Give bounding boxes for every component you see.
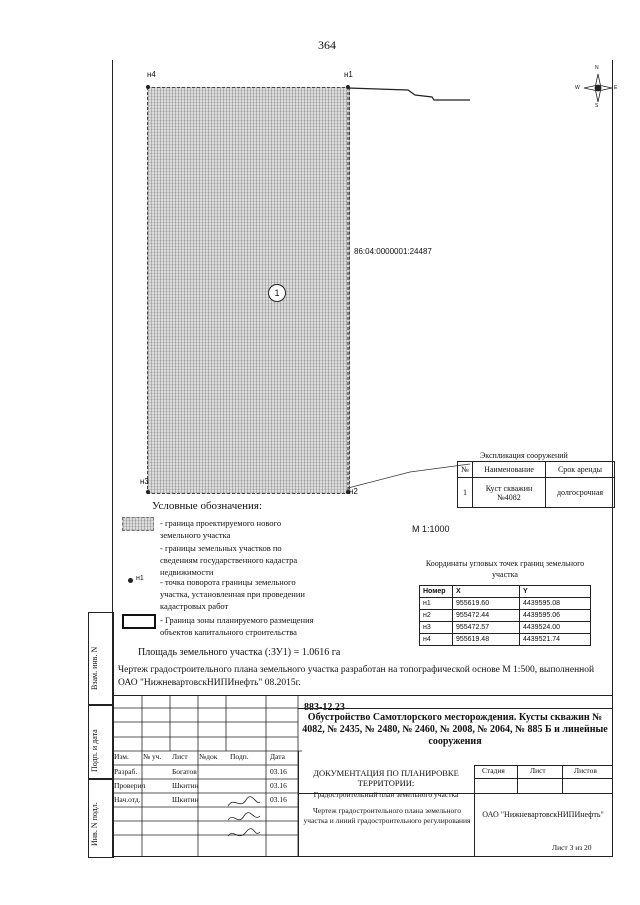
legend-point-icon: [128, 578, 133, 583]
boundary-lines: [140, 78, 470, 498]
doc-subtitle: Градостроительный план земельного участка: [313, 790, 459, 799]
staff-name: Шкитин: [172, 781, 199, 790]
staff-date: 03.16: [270, 767, 287, 776]
point-label-n4: н4: [147, 70, 156, 79]
point-label-n2: н2: [349, 487, 358, 496]
page-number: 364: [318, 38, 336, 52]
title-block: Изм. № уч. Лист №док Подп. Дата Разраб. Богатов 03.16 Проверил Шкитин 03.16 Нач.отд. Шкитин 03.16 Обустройство Самотлорского месторождения. Кусты скважин № 4082, № 2435, № 2480, № 2460, № 2008, № 2064, № 885 Б и линейные сооружения ДОКУМЕНТАЦИЯ ПО ПЛАНИРОВКЕ ТЕРРИТОРИИ: Градостроительный план земельного участка Чертеж градостроительного плана земельного участка и линий градостроительного регулирования Стадия Лист Листов ОАО "НижневартовскНИПИнефть" Лист 3 из 20: [112, 695, 612, 857]
legend-swatch-parcel: [122, 517, 154, 531]
scale-label: М 1:1000: [412, 524, 450, 534]
table-row: н4 955619.48 4439521.74: [420, 634, 591, 646]
frame-right: [612, 60, 613, 857]
staff-name: Богатов: [172, 767, 197, 776]
note-text: Чертеж градостроительного плана земельного участка разработан на топографической основе М 1:500, выполненной ОАО "НижневартовскНИПИнефть" 08.2015г.: [118, 665, 595, 688]
side-label-sign: Подп. и дата: [90, 729, 99, 772]
sheet-desc: Чертеж градостроительного плана земельного участка и линий градостроительного регулирования: [303, 806, 471, 825]
parcel-number-circle: 1: [268, 284, 286, 302]
org-name: ОАО "НижневартовскНИПИнефть": [482, 810, 604, 819]
legend-item-cadastral: - границы земельных участков по сведениям государственного кадастра недвижимости: [160, 543, 298, 577]
staff-date: 03.16: [270, 795, 287, 804]
cadastral-number: 86:04:0000001:24487: [354, 247, 432, 256]
legend-point-marker: н1: [136, 575, 144, 582]
legend-title: Условные обозначения:: [152, 500, 263, 512]
staff-date: 03.16: [270, 781, 287, 790]
point-label-n3: н3: [140, 477, 149, 486]
legend-item-zone: - Граница зоны планируемого размещения объектов капитального строительства: [160, 615, 314, 637]
area-text: Площадь земельного участка (:ЗУ1) = 1.0616 га: [138, 647, 341, 658]
coords-table-title: Координаты угловых точек границ земельного участка: [425, 559, 585, 579]
point-label-n1: н1: [344, 70, 353, 79]
project-title: Обустройство Самотлорского месторождения. Кусты скважин № 4082, № 2435, № 2480, № 2460, № 2008, № 2064, № 885 Б и линейные сооружения: [302, 712, 608, 747]
staff-role: Нач.отд.: [114, 795, 141, 804]
side-label-replace: Взам. инв. N: [90, 646, 99, 690]
staff-name: Шкитин: [172, 795, 199, 804]
sheet-of: Лист 3 из 20: [552, 843, 592, 852]
table-row: н2 955472.44 4439595.06: [420, 610, 591, 622]
structures-table-title: Экспликация сооружений: [480, 451, 568, 460]
doc-title: ДОКУМЕНТАЦИЯ ПО ПЛАНИРОВКЕ ТЕРРИТОРИИ:: [313, 768, 459, 788]
table-row: н3 955472.57 4439524.00: [420, 622, 591, 634]
compass-icon: N S W E: [575, 65, 618, 109]
staff-role: Проверил: [114, 781, 146, 790]
table-row: н1 955619.60 4439595.08: [420, 598, 591, 610]
side-label-inv: Инв. N подл.: [90, 802, 99, 846]
legend-item-point: - точка поворота границы земельного участка, установленная при проведении кадастровых работ: [160, 577, 305, 611]
legend-swatch-zone: [122, 614, 156, 629]
structures-table: № Наименование Срок аренды 1 Куст скважин №4082 долгосрочная: [457, 461, 615, 508]
signatures: [224, 796, 264, 846]
coords-table: Номер X Y н1 955619.60 4439595.08 н2 955472.44 4439595.06 н3 955472.57 4439524.00 н4 955619.48 4439521.74: [419, 585, 591, 646]
staff-role: Разраб.: [114, 767, 138, 776]
legend-item-parcel: - граница проектируемого нового земельного участка: [160, 518, 282, 540]
